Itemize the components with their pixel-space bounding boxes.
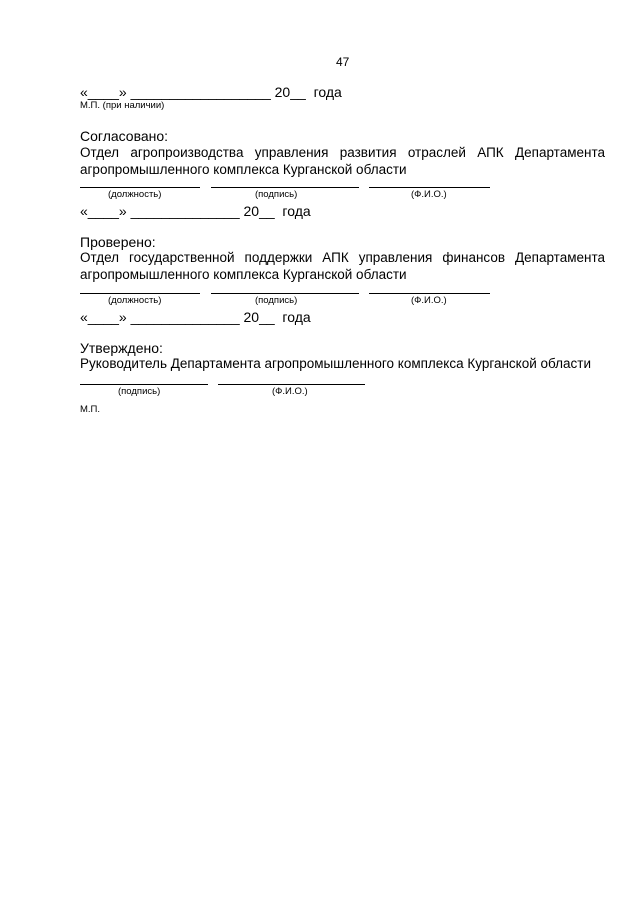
approved-date-line: «____» ______________ 20__ года <box>80 203 311 219</box>
seal-note: М.П. (при наличии) <box>80 100 165 111</box>
checked-org-line-1: Отдел государственной поддержки АПК управления финансов Департамента <box>80 250 605 265</box>
caption-full-name: (Ф.И.О.) <box>272 386 308 397</box>
caption-position: (должность) <box>108 189 162 200</box>
signature-line <box>211 187 359 188</box>
approved-org-line-2: агропромышленного комплекса Курганской области <box>80 162 407 177</box>
signature-line <box>80 384 208 385</box>
seal-mark: М.П. <box>80 404 101 415</box>
approved-heading: Согласовано: <box>80 128 169 144</box>
caption-full-name: (Ф.И.О.) <box>411 295 447 306</box>
signature-line <box>211 293 359 294</box>
checked-date-line: «____» ______________ 20__ года <box>80 309 311 325</box>
confirmed-org-line: Руководитель Департамента агропромышленного комплекса Курганской области <box>80 356 592 371</box>
name-signature-line <box>369 293 490 294</box>
position-signature-line <box>80 293 200 294</box>
caption-position: (должность) <box>108 295 162 306</box>
caption-signature: (подпись) <box>255 189 298 200</box>
caption-signature: (подпись) <box>118 386 161 397</box>
header-date-line: «____» __________________ 20__ года <box>80 84 342 100</box>
caption-signature: (подпись) <box>255 295 298 306</box>
name-signature-line <box>369 187 490 188</box>
checked-org-line-2: агропромышленного комплекса Курганской области <box>80 267 407 282</box>
name-signature-line <box>218 384 365 385</box>
checked-heading: Проверено: <box>80 234 156 250</box>
position-signature-line <box>80 187 200 188</box>
page-number: 47 <box>336 55 350 69</box>
approved-org-line-1: Отдел агропроизводства управления развития отраслей АПК Департамента <box>80 145 605 160</box>
confirmed-heading: Утверждено: <box>80 340 163 356</box>
caption-full-name: (Ф.И.О.) <box>411 189 447 200</box>
